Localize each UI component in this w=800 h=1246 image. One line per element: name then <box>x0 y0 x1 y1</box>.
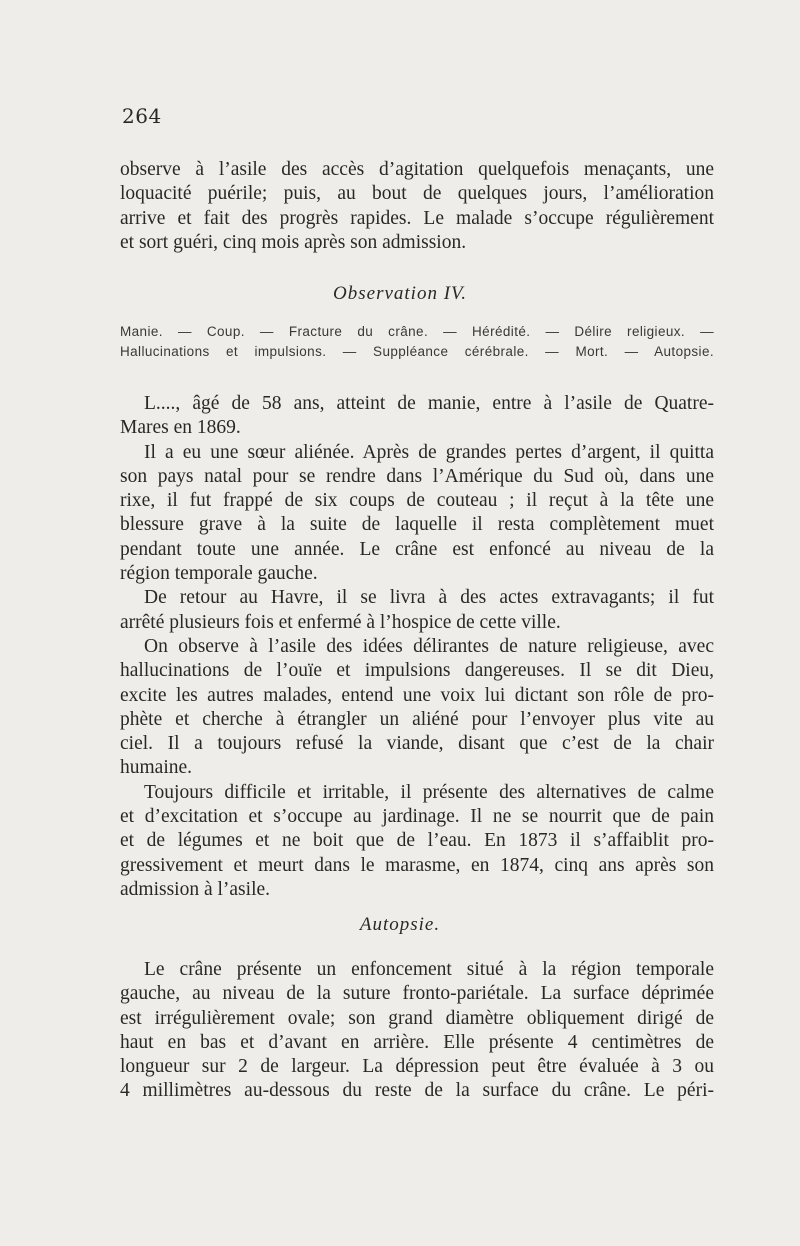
text-line: haut en bas et d’avant en arrière. Elle présente 4 centimètres de <box>120 1031 714 1053</box>
text-line: L...., âgé de 58 ans, atteint de manie, entre à l’asile de Quatre- <box>144 393 714 414</box>
paragraph <box>120 781 714 902</box>
summary-line: Hallucinations et impulsions. — Suppléance cérébrale. — Mort. — Autopsie. <box>120 344 714 359</box>
text-line: 4 millimètres au-dessous du reste de la surface du crâne. Le péri- <box>120 1080 714 1102</box>
case-summary <box>120 322 714 362</box>
text-line: De retour au Havre, il se livra à des actes extravagants; il fut <box>144 587 714 609</box>
text-line: hallucinations de l’ouïe et impulsions dangereuses. Il se dit Dieu, <box>120 660 714 682</box>
text-line: gauche, au niveau de la suture fronto-pariétale. La surface déprimée <box>120 983 714 1005</box>
text-line: région temporale gauche. <box>120 563 318 585</box>
text-line: ciel. Il a toujours refusé la viande, disant que c’est de la chair <box>120 733 714 755</box>
text-line: loquacité puérile; puis, au bout de quelques jours, l’amélioration <box>120 183 714 205</box>
text-line: arrêté plusieurs fois et enfermé à l’hospice de cette ville. <box>120 611 561 633</box>
text-line: Il a eu une sœur aliénée. Après de grandes pertes d’argent, il quitta <box>144 441 714 463</box>
observation-body <box>120 392 714 902</box>
text-line: Toujours difficile et irritable, il présente des alternatives de calme <box>144 781 714 803</box>
text-line: longueur sur 2 de largeur. La dépression peut être évaluée à 3 ou <box>120 1056 714 1078</box>
text-line: et sort guéri, cinq mois après son admission. <box>120 231 467 253</box>
paragraph <box>120 441 714 587</box>
page-number: 264 <box>122 104 162 128</box>
text-line: et de légumes et ne boit que de l’eau. En 1873 il s’affaiblit pro- <box>120 830 714 852</box>
text-line: excite les autres malades, entend une voix lui dictant son rôle de pro- <box>120 684 714 706</box>
text-line: phète et cherche à étrangler un aliéné pour l’envoyer plus vite au <box>120 708 714 730</box>
text-line: blessure grave à la suite de laquelle il resta complètement muet <box>120 514 714 536</box>
text-line: On observe à l’asile des idées délirantes de nature religieuse, avec <box>144 635 714 657</box>
paragraph <box>120 635 714 781</box>
text-line: rixe, il fut frappé de six coups de couteau ; il reçut à la tête une <box>120 490 714 512</box>
text-line: observe à l’asile des accès d’agitation quelquefois menaçants, une <box>120 159 714 180</box>
text-line: gressivement et meurt dans le marasme, en 1874, cinq ans après son <box>120 854 714 876</box>
text-line: arrive et fait des progrès rapides. Le malade s’occupe régulièrement <box>120 207 714 229</box>
autopsy-heading: Autopsie. <box>359 914 441 935</box>
observation-heading: Observation IV. <box>333 283 467 304</box>
text-line: Mares en 1869. <box>120 417 241 439</box>
text-line: et d’excitation et s’occupe au jardinage. Il ne se nourrit que de pain <box>120 806 714 828</box>
autopsy-paragraph <box>120 958 714 1104</box>
paragraph <box>120 392 714 441</box>
paragraph <box>120 586 714 635</box>
text-line: admission à l’asile. <box>120 878 271 900</box>
text-line: pendant toute une année. Le crâne est enfoncé au niveau de la <box>120 538 714 560</box>
text-line: humaine. <box>120 757 193 779</box>
summary-line: Manie. — Coup. — Fracture du crâne. — Hérédité. — Délire religieux. — <box>120 324 714 339</box>
text-line: son pays natal pour se rendre dans l’Amérique du Sud où, dans une <box>120 465 714 487</box>
text-line: est irrégulièrement ovale; son grand diamètre obliquement dirigé de <box>120 1007 714 1029</box>
text-line: Le crâne présente un enfoncement situé à la région temporale <box>144 959 714 980</box>
intro-paragraph <box>120 158 714 255</box>
